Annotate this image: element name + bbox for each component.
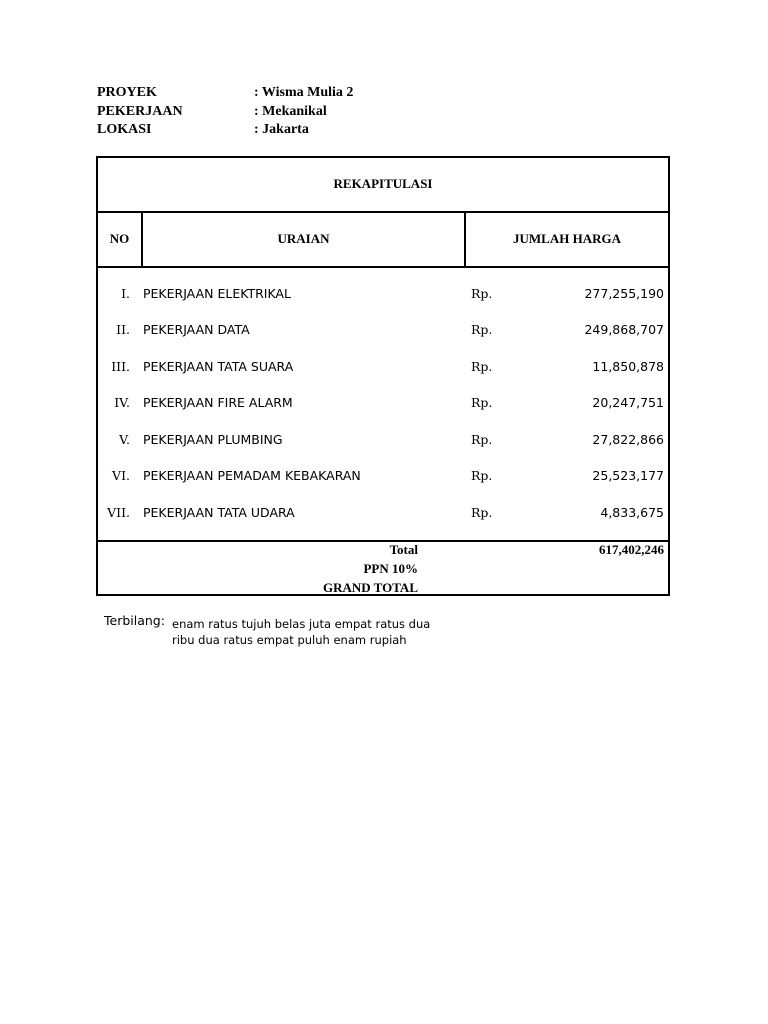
row-currency: Rp.: [471, 395, 493, 410]
work-label: PEKERJAAN: [97, 104, 183, 119]
project-value: : Wisma Mulia 2: [254, 85, 354, 100]
row-currency: Rp.: [471, 505, 493, 520]
row-description: PEKERJAAN TATA UDARA: [143, 505, 295, 520]
col-header-no: NO: [109, 231, 130, 246]
terbilang-label: Terbilang:: [104, 613, 165, 628]
table-row: [98, 284, 668, 304]
table-row: [98, 393, 668, 413]
table-row: [98, 503, 668, 523]
row-currency: Rp.: [471, 286, 493, 301]
row-currency: Rp.: [471, 322, 493, 337]
total-amount: 617,402,246: [599, 542, 664, 557]
row-amount: 11,850,878: [592, 359, 664, 374]
row-amount: 27,822,866: [592, 432, 664, 447]
row-description: PEKERJAAN TATA SUARA: [143, 359, 294, 374]
total-label: Total: [389, 542, 418, 557]
ppn-label: PPN 10%: [363, 561, 418, 576]
row-amount: 249,868,707: [584, 322, 664, 337]
row-amount: 277,255,190: [584, 286, 664, 301]
total-divider: [98, 540, 668, 542]
table-row: [98, 466, 668, 486]
table-row: [98, 320, 668, 340]
grand-total-label: GRAND TOTAL: [323, 580, 418, 595]
row-number: VII.: [107, 505, 130, 520]
recap-table: [96, 156, 670, 596]
table-row: [98, 430, 668, 450]
row-description: PEKERJAAN DATA: [143, 322, 250, 337]
location-label: LOKASI: [97, 122, 152, 137]
table-row: [98, 357, 668, 377]
row-currency: Rp.: [471, 432, 493, 447]
row-currency: Rp.: [471, 359, 493, 374]
col-header-amount: JUMLAH HARGA: [513, 231, 621, 246]
row-currency: Rp.: [471, 468, 493, 483]
row-amount: 25,523,177: [592, 468, 664, 483]
row-amount: 4,833,675: [600, 505, 664, 520]
title-divider: [98, 211, 668, 213]
terbilang-text: enam ratus tujuh belas juta empat ratus dua ribu dua ratus empat puluh enam rupiah: [172, 617, 431, 647]
location-value: : Jakarta: [254, 122, 309, 137]
col-header-desc: URAIAN: [277, 231, 330, 246]
row-description: PEKERJAAN FIRE ALARM: [143, 395, 293, 410]
row-number: V.: [119, 432, 130, 447]
row-amount: 20,247,751: [592, 395, 664, 410]
work-value: : Mekanikal: [254, 104, 327, 119]
table-title: REKAPITULASI: [333, 176, 433, 191]
row-number: III.: [111, 359, 130, 374]
row-number: II.: [116, 322, 130, 337]
row-number: VI.: [112, 468, 130, 483]
row-description: PEKERJAAN ELEKTRIKAL: [143, 286, 291, 301]
row-description: PEKERJAAN PLUMBING: [143, 432, 283, 447]
row-number: I.: [121, 286, 130, 301]
row-number: IV.: [114, 395, 130, 410]
header-divider: [98, 266, 668, 268]
project-label: PROYEK: [97, 85, 157, 100]
row-description: PEKERJAAN PEMADAM KEBAKARAN: [143, 468, 361, 483]
